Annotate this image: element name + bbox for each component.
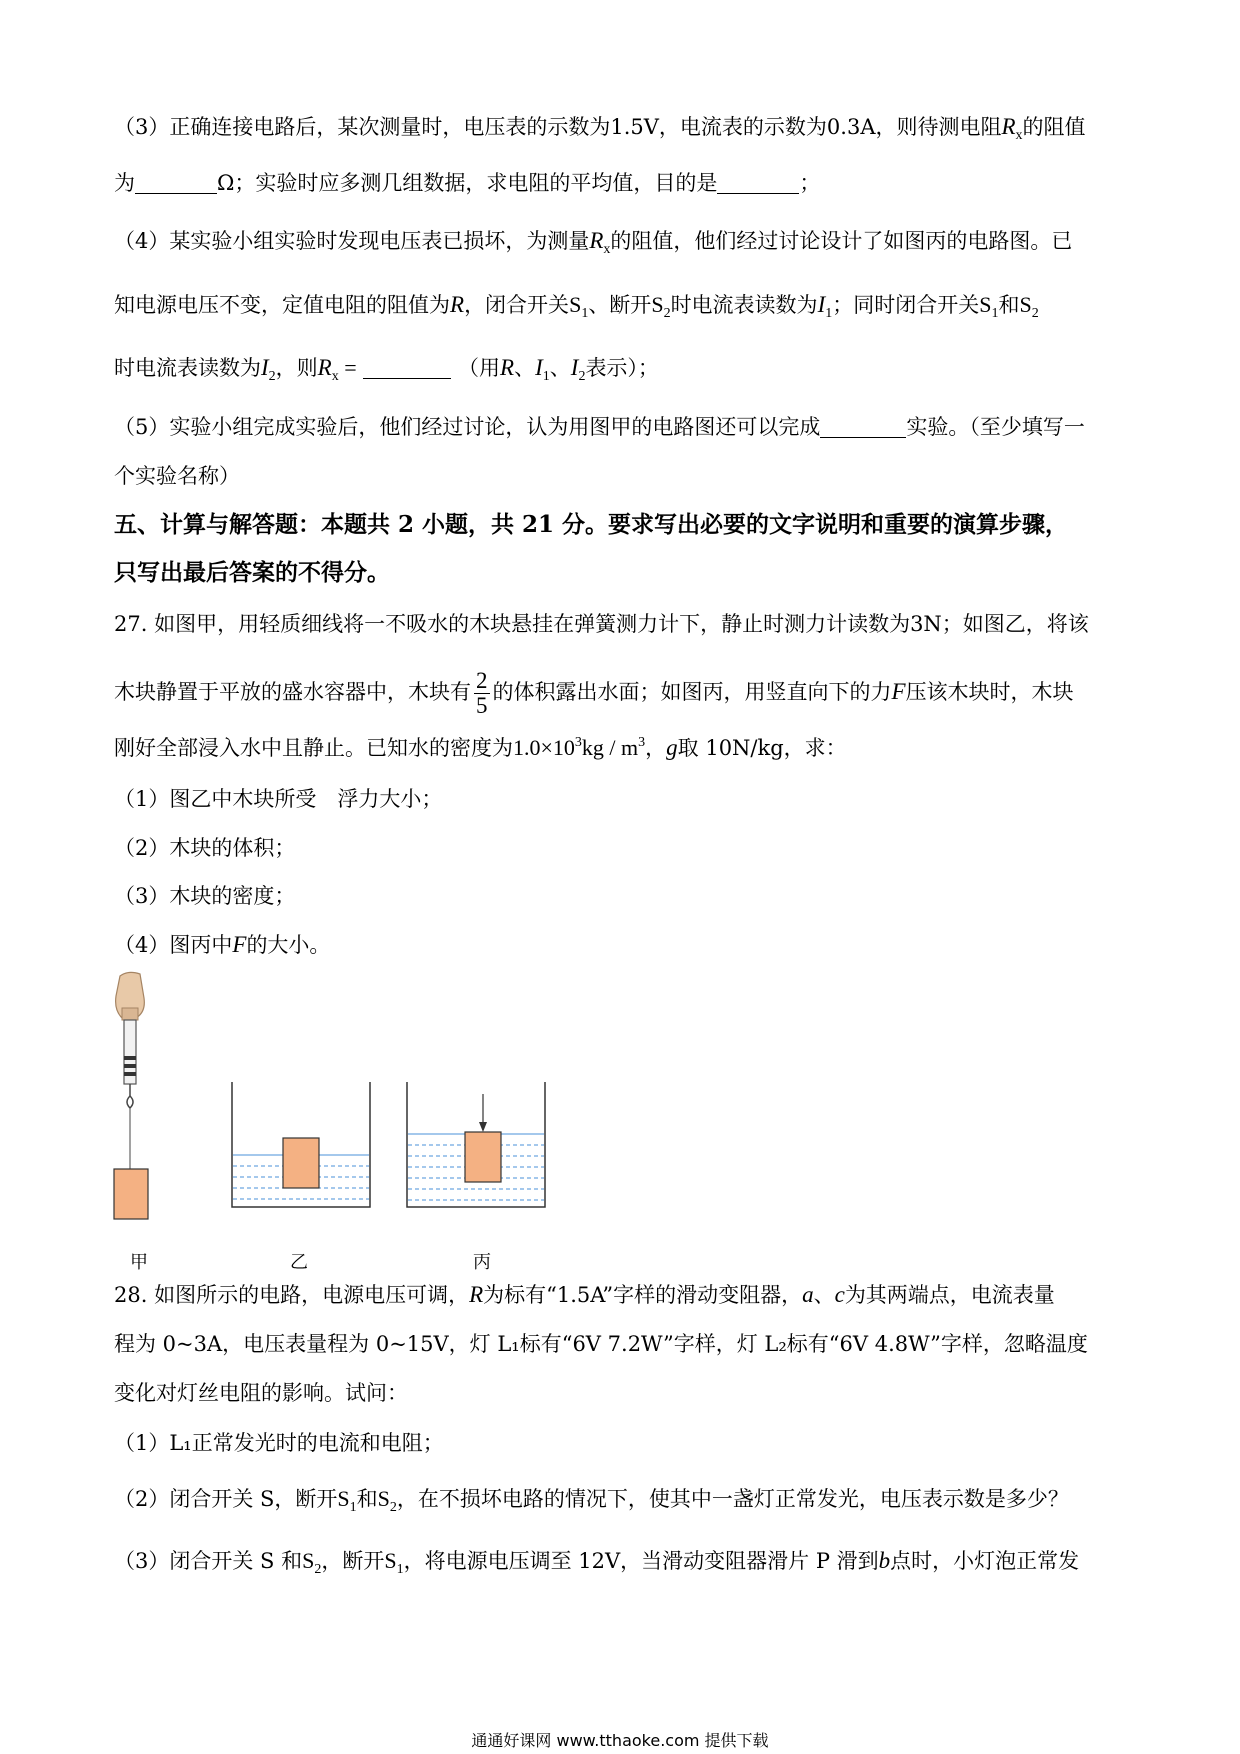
- q26-4-line3: 时电流表读数为$I_2$，则$R_x$ = （用R、$I_1$、$I_2$表示）；: [114, 355, 659, 384]
- q28-sub3: （3）闭合开关 S 和$S_2$，断开$S_1$，将电源电压调至 12V，当滑动变阻器滑片 P 滑到b点时，小灯泡正常发: [114, 1548, 1080, 1577]
- figure-label-bing: 丙: [473, 1252, 491, 1273]
- q27-figure: [100, 970, 570, 1230]
- water-density: $1.0\times 10^3kg / m^3$: [513, 735, 646, 760]
- q28-line3: 变化对灯丝电阻的影响。试问：: [114, 1381, 408, 1405]
- answer-blank[interactable]: [820, 415, 906, 438]
- figure-yi-floating-block: [232, 1082, 370, 1207]
- q27-sub2: （2）木块的体积；: [114, 836, 296, 860]
- section-title-cont: 只写出最后答案的不得分。: [114, 559, 390, 586]
- symbol-sub-x: x: [1015, 128, 1023, 143]
- answer-blank[interactable]: [363, 356, 451, 379]
- q27-line2: 木块静置于平放的盛水容器中，木块有 $\frac{2}{5}$ 的体积露出水面；如图丙，用竖直向下的力F压该木块时，木块: [114, 668, 1074, 718]
- q27-line1: 27. 如图甲，用轻质细线将一不吸水的木块悬挂在弹簧测力计下，静止时测力计读数为3N；如图乙，将该: [114, 612, 1089, 636]
- answer-blank[interactable]: [717, 171, 799, 194]
- symbol-R: R: [1001, 114, 1016, 139]
- figure-jia-spring-scale: [114, 972, 148, 1219]
- figure-label-yi: 乙: [290, 1252, 308, 1273]
- q26-5-line1: （5）实验小组完成实验后，他们经过讨论，认为用图甲的电路图还可以完成 实验。（至少填写一: [114, 415, 1085, 439]
- q26-3-line1: （3）正确连接电路后，某次测量时，电压表的示数为1.5V，电流表的示数为0.3A，则待测电阻$R_x$的阻值: [114, 114, 1086, 143]
- q27-sub1: （1）图乙中木块所受 浮力大小；: [114, 787, 443, 811]
- figure-bing-pressed-block: [407, 1082, 545, 1207]
- q26-4-line2: 知电源电压不变，定值电阻的阻值为R，闭合开关$S_1$、断开$S_2$时电流表读数为$I_1$；同时闭合开关$S_1$和$S_2$: [114, 292, 1039, 321]
- q27-sub4: （4）图丙中F的大小。: [114, 932, 331, 957]
- q26-5-line2: 个实验名称）: [114, 464, 240, 488]
- answer-blank[interactable]: [135, 171, 217, 194]
- q26-4-line1: （4）某实验小组实验时发现电压表已损坏，为测量$R_x$的阻值，他们经过讨论设计了如图丙的电路图。已: [114, 228, 1073, 257]
- figure-label-jia: 甲: [130, 1252, 148, 1273]
- q28-sub1: （1）L₁正常发光时的电流和电阻；: [114, 1431, 444, 1455]
- q28-line1: 28. 如图所示的电路，电源电压可调，R为标有“1.5A”字样的滑动变阻器，a、c为其两端点，电流表量: [114, 1282, 1055, 1307]
- q28-sub2: （2）闭合开关 S，断开$S_1$和$S_2$，在不损坏电路的情况下，使其中一盏灯正常发光，电压表示数是多少？: [114, 1486, 1069, 1515]
- section-title: 五、计算与解答题：本题共 2 小题，共 21 分。要求写出必要的文字说明和重要的演算步骤，: [114, 511, 1069, 538]
- q28-line2: 程为 0~3A，电压表量程为 0~15V，灯 L₁标有“6V 7.2W”字样，灯 L₂标有“6V 4.8W”字样，忽略温度: [114, 1332, 1088, 1356]
- fraction-two-fifths: $\frac{2}{5}$: [476, 668, 488, 718]
- page-footer: 通通好课网 www.tthaoke.com 提供下载: [471, 1731, 769, 1750]
- q26-3-line2: 为 Ω；实验时应多测几组数据，求电阻的平均值，目的是 ；: [114, 171, 821, 195]
- q27-sub3: （3）木块的密度；: [114, 884, 296, 908]
- q27-line3: 刚好全部浸入水中且静止。已知水的密度为$1.0\times 10^3kg / m^3$，g取 10N/kg，求：: [114, 735, 847, 760]
